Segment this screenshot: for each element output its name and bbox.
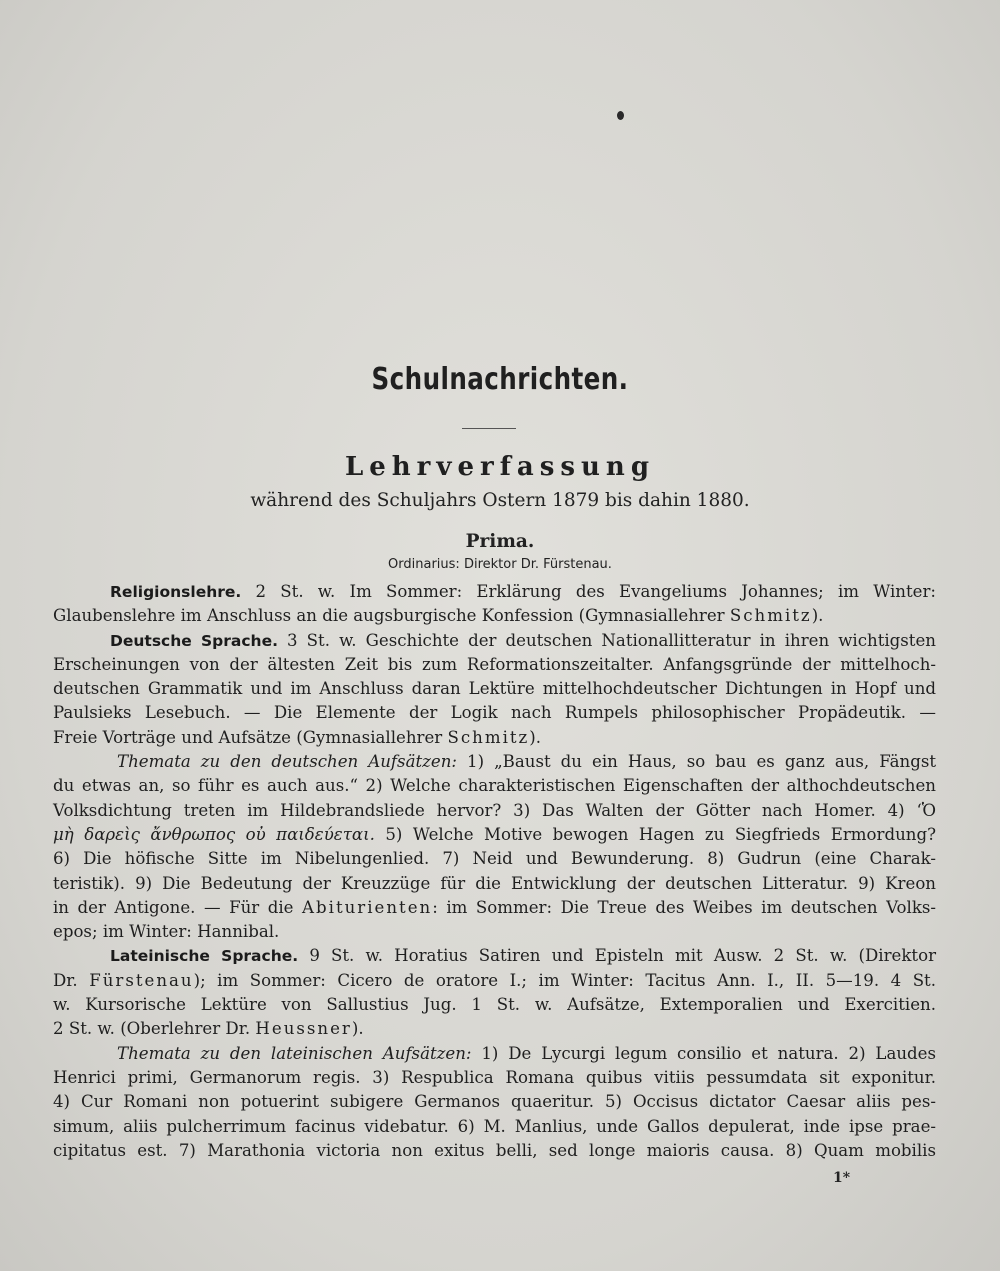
text-line: Glaubenslehre im Anschluss an die augsburgische Konfession (Gymnasiallehrer Schmitz). (53, 606, 824, 626)
text-line: teristik). 9) Die Bedeutung der Kreuzzüge für die Entwicklung der deutschen Litteratur. 9) Kreon (53, 873, 936, 893)
title-divider (462, 428, 516, 429)
text-line: in der Antigone. — Für die Abiturienten: im Sommer: Die Treue des Weibes im deutschen Volks- (53, 897, 937, 917)
ordinarius-label: Ordinarius: (388, 557, 460, 572)
subject-german: Deutsche Sprache. (110, 631, 278, 650)
text-line: Deutsche Sprache. 3 St. w. Geschichte der deutschen Nationallitteratur in ihren wichtigsten (110, 630, 936, 650)
ordinarius-line (0, 557, 1000, 572)
subject-religion: Religionslehre. (110, 583, 242, 601)
subject-latin: Lateinische Sprache. (110, 947, 299, 966)
themata-latin-label: Themata zu den lateinischen Aufsätzen: (117, 1043, 472, 1063)
text-line: Paulsieks Lesebuch. — Die Elemente der Logik nach Rumpels philosophischer Propädeutik. — (53, 703, 936, 723)
text-line: epos; im Winter: Hannibal. (53, 922, 280, 942)
text-line: μὴ δαρεὶς ἄνθρωπος οὐ παιδεύεται. 5) Welche Motive bewogen Hagen zu Siegfrieds Ermordung? (53, 824, 936, 844)
text-line: w. Kursorische Lektüre von Sallustius Jug. 1 St. w. Aufsätze, Extemporalien und Exercitien. (53, 995, 936, 1015)
text-line: Dr. Fürstenau); im Sommer: Cicero de oratore I.; im Winter: Tacitus Ann. I., II. 5—19. 4 St. (53, 970, 937, 990)
class-heading: Prima. (465, 531, 535, 552)
text-line: Themata zu den lateinischen Aufsätzen: 1) De Lycurgi legum consilio et natura. 2) Laudes (117, 1043, 936, 1063)
text-line: cipitatus est. 7) Marathonia victoria non exitus belli, sed longe maioris causa. 8) Quam mobilis (53, 1140, 936, 1160)
signature-mark: 1* (833, 1170, 851, 1186)
text-line: Lateinische Sprache. 9 St. w. Horatius Satiren und Episteln mit Ausw. 2 St. w. (Direktor (110, 946, 936, 966)
themata-german-label: Themata zu den deutschen Aufsätzen: (117, 752, 457, 772)
text-line: Henrici primi, Germanorum regis. 3) Respublica Romana quibus vitiis pessumdata sit exponitur. (53, 1067, 936, 1087)
text-line: 6) Die höfische Sitte im Nibelungenlied. 7) Neid und Bewunderung. 8) Gudrun (eine Charak- (53, 849, 936, 869)
text-line: Religionslehre. 2 St. w. Im Sommer: Erklärung des Evangeliums Johannes; im Winter: (110, 582, 937, 601)
greek-quote: μὴ δαρεὶς ἄνθρωπος οὐ παιδεύεται. (53, 824, 375, 844)
section-heading: Lehrverfassung (344, 452, 656, 482)
text-line: Freie Vorträge und Aufsätze (Gymnasiallehrer Schmitz). (53, 727, 542, 747)
text-line: 2 St. w. (Oberlehrer Dr. Heussner). (53, 1019, 364, 1039)
text-line: simum, aliis pulcherrimum facinus videbatur. 6) M. Manlius, unde Gallos depulerat, inde ipse prae- (53, 1116, 936, 1136)
section-subtitle: während des Schuljahrs Ostern 1879 bis dahin 1880. (250, 490, 750, 511)
page-title: Schulnachrichten. (371, 362, 629, 397)
ordinarius-name: Direktor Dr. Fürstenau. (463, 557, 612, 572)
text-line: Erscheinungen von der ältesten Zeit bis zum Reformationszeitalter. Anfangsgründe der mittelhoch- (53, 654, 936, 674)
text-line: Volksdichtung treten im Hildebrandsliede hervor? 3) Das Walten der Götter nach Homer. 4) ‘Ὁ (53, 800, 936, 820)
text-line: deutschen Grammatik und im Anschluss daran Lektüre mittelhochdeutscher Dichtungen in Hopf und (53, 679, 936, 699)
ink-dot (617, 111, 624, 120)
text-line: Themata zu den deutschen Aufsätzen: 1) „Baust du ein Haus, so bau es ganz aus, Fängst (117, 752, 936, 772)
text-line: 4) Cur Romani non potuerint subigere Germanos quaeritur. 5) Occisus dictator Caesar aliis pes- (53, 1092, 936, 1112)
text-line: du etwas an, so führ es auch aus.“ 2) Welche charakteristischen Eigenschaften der althochdeutschen (53, 776, 936, 796)
document-body (53, 580, 936, 1163)
